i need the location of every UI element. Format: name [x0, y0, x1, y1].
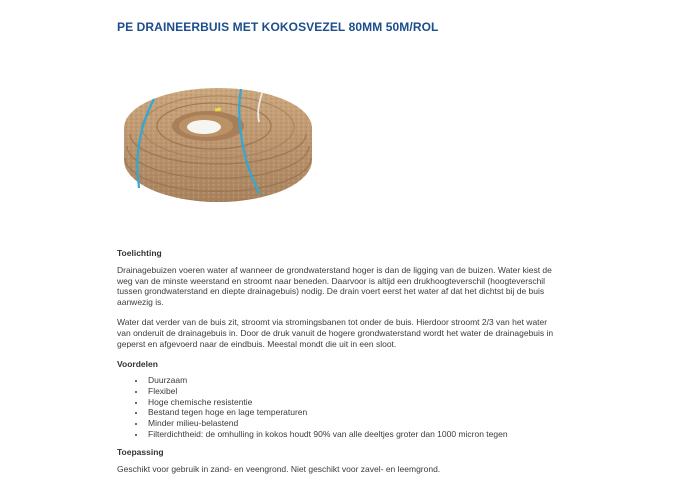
coil-of-drainage-pipe-illustration: [120, 86, 316, 202]
voordelen-list: [117, 375, 563, 439]
page-title: PE DRAINEERBUIS MET KOKOSVEZEL 80MM 50M/ROL: [117, 20, 439, 34]
list-item: • Bestand tegen hoge en lage temperaturen: [146, 407, 563, 418]
list-item: • Filterdichtheid: de omhulling in kokos houdt 90% van alle deeltjes groter dan 1000 micron tegen: [146, 429, 563, 440]
list-item: • Duurzaam: [146, 375, 563, 386]
list-item: • Hoge chemische resistentie: [146, 397, 563, 408]
section-heading-toepassing: Toepassing: [117, 447, 164, 458]
list-item: • Minder milieu-belastend: [146, 418, 563, 429]
list-item: • Flexibel: [146, 386, 563, 397]
toepassing-paragraph: Geschikt voor gebruik in zand- en veengrond. Niet geschikt voor zavel- en leemgrond.: [117, 464, 441, 475]
section-heading-voordelen: Voordelen: [117, 359, 158, 370]
product-image: [120, 86, 316, 202]
section-heading-toelichting: Toelichting: [117, 248, 162, 258]
product-content: [117, 21, 563, 475]
toelichting-paragraph-2: Water dat verder van de buis zit, stroomt via stromingsbanen tot onder de buis. Hierdoor stroomt 2/3 van het water van onderuit de drainagebuis in. Door de druk vanuit de hogere grondwaterstand wordt het water de drainagebuis in geperst en afgevoerd naar de eindbuis. Meestal mondt die uit in een sloot.: [117, 317, 554, 349]
toelichting-paragraph-1: Drainagebuizen voeren water af wanneer de grondwaterstand hoger is dan de ligging van de buizen. Water kiest de weg van de minste weerstand en stroomt naar beneden. Daarvoor is altijd een drukhoogteverschil (hoogteverschil tussen grondwaterstand en diepte drainagebuis) nodig. De drain voert eerst het water af dat het dichtst bij de buis aanwezig is.: [117, 265, 552, 307]
